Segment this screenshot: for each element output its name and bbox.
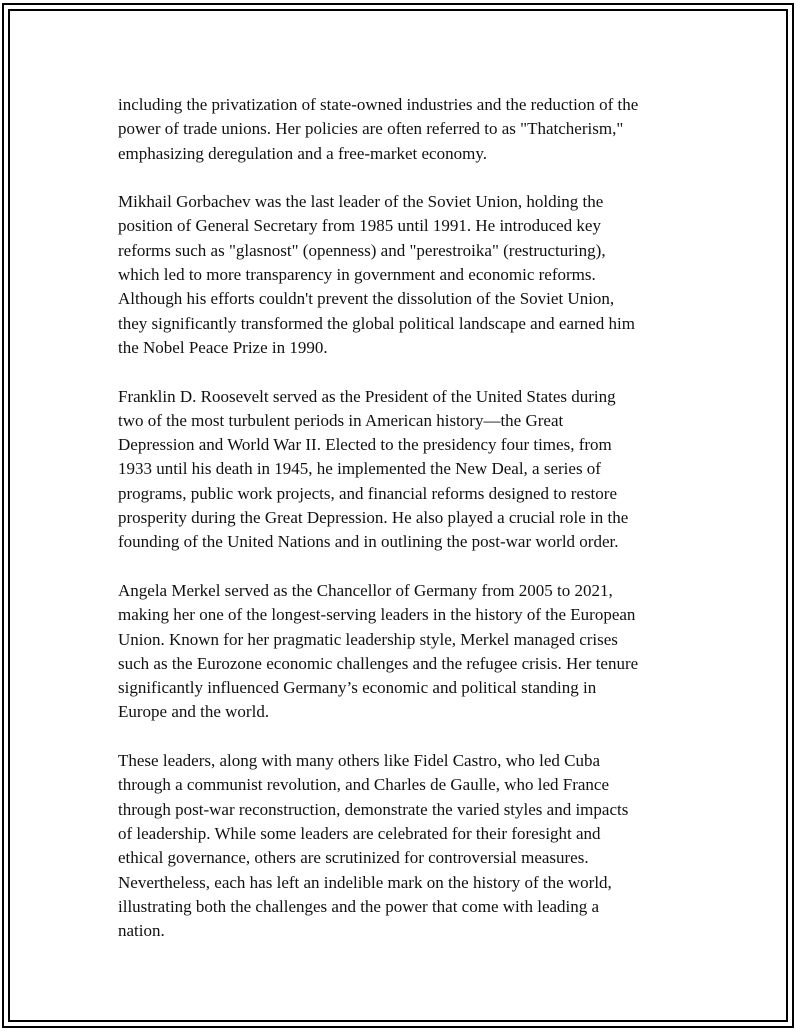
paragraph: [118, 93, 688, 166]
text-line: founding of the United Nations and in outlining the post-war world order.: [118, 532, 619, 552]
paragraph: [118, 385, 688, 555]
text-line: programs, public work projects, and financial reforms designed to restore: [118, 483, 617, 503]
text-line: illustrating both the challenges and the power that come with leading a: [118, 896, 600, 916]
text-line: they significantly transformed the global political landscape and earned him: [118, 313, 635, 333]
text-line: Nevertheless, each has left an indelible mark on the history of the world,: [118, 872, 612, 892]
text-line: Mikhail Gorbachev was the last leader of the Soviet Union, holding the: [118, 192, 604, 212]
text-line: These leaders, along with many others like Fidel Castro, who led Cuba: [118, 751, 601, 771]
text-line: Europe and the world.: [118, 702, 270, 722]
paragraph: [118, 749, 688, 943]
text-line: nation.: [118, 921, 165, 941]
text-line: two of the most turbulent periods in American history—the Great: [118, 410, 564, 430]
text-line: reforms such as "glasnost" (openness) and "perestroika" (restructuring),: [118, 240, 606, 260]
text-line: Angela Merkel served as the Chancellor of Germany from 2005 to 2021,: [118, 580, 613, 600]
text-line: such as the Eurozone economic challenges and the refugee crisis. Her tenure: [118, 653, 639, 673]
text-line: Depression and World War II. Elected to the presidency four times, from: [118, 435, 612, 455]
text-line: of leadership. While some leaders are celebrated for their foresight and: [118, 823, 601, 843]
text-line: through a communist revolution, and Charles de Gaulle, who led France: [118, 775, 609, 795]
text-line: emphasizing deregulation and a free-market economy.: [118, 143, 487, 163]
text-line: power of trade unions. Her policies are often referred to as "Thatcherism,": [118, 119, 624, 139]
document-body: [118, 93, 688, 968]
paragraph: [118, 190, 688, 360]
text-line: making her one of the longest-serving leaders in the history of the European: [118, 605, 636, 625]
text-line: significantly influenced Germany’s economic and political standing in: [118, 678, 597, 698]
text-line: Union. Known for her pragmatic leadership style, Merkel managed crises: [118, 629, 618, 649]
text-line: the Nobel Peace Prize in 1990.: [118, 337, 328, 357]
text-line: ethical governance, others are scrutinized for controversial measures.: [118, 848, 589, 868]
text-line: 1933 until his death in 1945, he implemented the New Deal, a series of: [118, 459, 601, 479]
text-line: Although his efforts couldn't prevent the dissolution of the Soviet Union,: [118, 289, 615, 309]
text-line: prosperity during the Great Depression. He also played a crucial role in the: [118, 508, 629, 528]
text-line: which led to more transparency in government and economic reforms.: [118, 265, 596, 285]
text-line: including the privatization of state-owned industries and the reduction of the: [118, 95, 639, 114]
text-line: Franklin D. Roosevelt served as the President of the United States during: [118, 386, 616, 406]
text-line: position of General Secretary from 1985 until 1991. He introduced key: [118, 216, 601, 236]
text-line: through post-war reconstruction, demonstrate the varied styles and impacts: [118, 799, 629, 819]
paragraph: [118, 579, 688, 725]
